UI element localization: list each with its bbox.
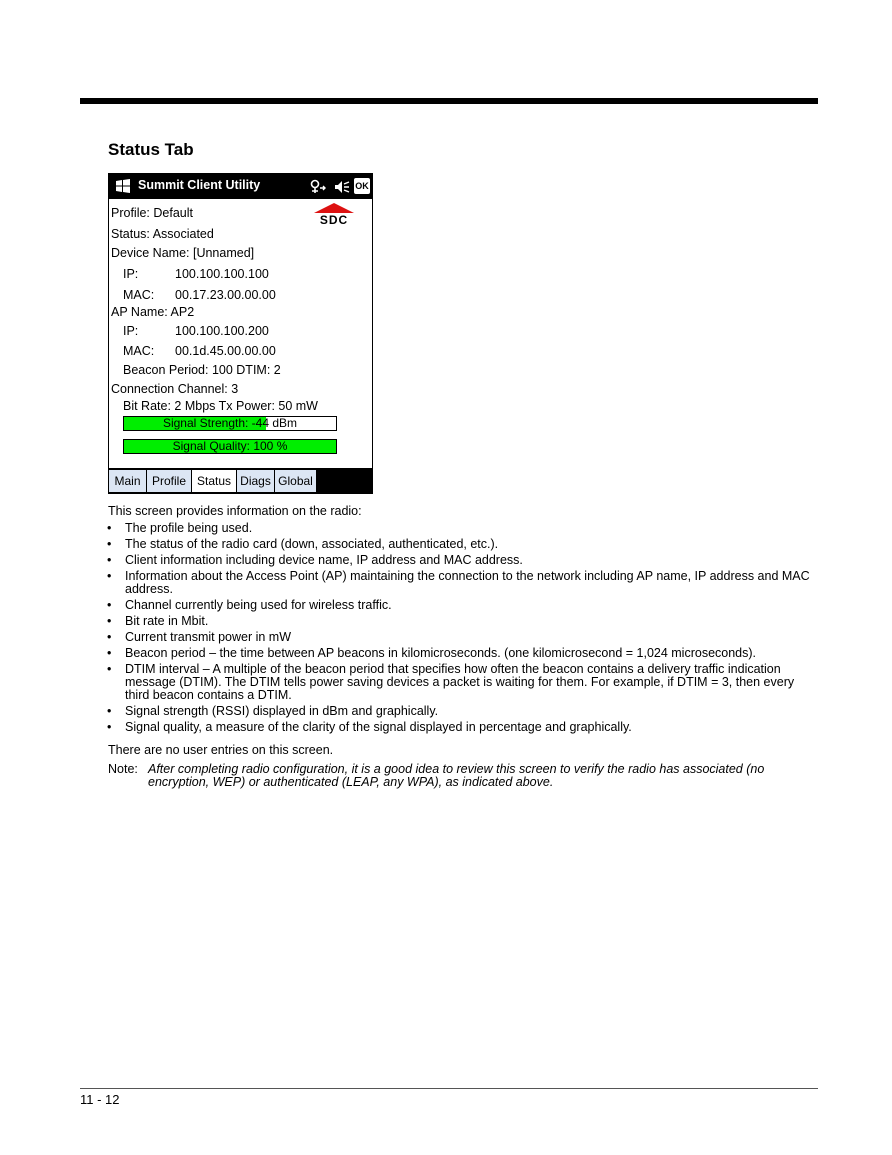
status-line: Status: Associated xyxy=(111,227,214,241)
client-mac-label: MAC: xyxy=(123,288,155,302)
ap-mac-value: 00.1d.45.00.00.00 xyxy=(175,344,276,358)
bullet-icon: • xyxy=(107,662,112,676)
tab-status[interactable]: Status xyxy=(192,470,237,492)
note-label: Note: xyxy=(108,762,138,776)
bullet-icon: • xyxy=(107,614,112,628)
list-item: • Signal quality, a measure of the clarity of the signal displayed in percentage and graphically. xyxy=(107,720,632,734)
bullet-icon: • xyxy=(107,569,112,583)
bitrate-txpower-line: Bit Rate: 2 Mbps Tx Power: 50 mW xyxy=(123,399,318,413)
list-item: • The profile being used. xyxy=(107,521,253,535)
page-title: Status Tab xyxy=(108,140,194,159)
page-number: 11 - 12 xyxy=(80,1092,120,1107)
signal-quality-bar xyxy=(123,439,337,454)
list-item: • Current transmit power in mW xyxy=(107,630,292,644)
ap-name-line: AP Name: AP2 xyxy=(111,305,195,319)
app-title: Summit Client Utility xyxy=(138,178,261,192)
bullet-icon: • xyxy=(107,537,112,551)
tab-diags[interactable]: Diags xyxy=(237,470,275,492)
ok-button[interactable]: OK xyxy=(354,178,370,194)
tab-main[interactable]: Main xyxy=(109,470,147,492)
windows-start-icon[interactable] xyxy=(114,178,132,194)
bullet-icon: • xyxy=(107,553,112,567)
signal-strength-bar xyxy=(123,416,337,431)
sdc-logo-text: SDC xyxy=(319,213,349,227)
bullet-icon: • xyxy=(107,521,112,535)
list-item: • Beacon period – the time between AP beacons in kilomicroseconds. (one kilomicrosecond = 1,024 microseconds). xyxy=(107,646,757,660)
list-item: • Information about the Access Point (AP) maintaining the connection to the network including AP name, IP address and MAC address. xyxy=(107,569,810,596)
list-item: • The status of the radio card (down, associated, authenticated, etc.). xyxy=(107,537,499,551)
volume-muted-icon[interactable] xyxy=(333,179,351,195)
closing-text: There are no user entries on this screen. xyxy=(108,743,334,757)
signal-strength-label: Signal Strength: -44 dBm xyxy=(162,416,298,430)
device-name-line: Device Name: [Unnamed] xyxy=(111,246,255,260)
client-ip-value: 100.100.100.100 xyxy=(175,267,269,281)
list-item: • DTIM interval – A multiple of the beacon period that specifies how often the beacon contains a delivery traffic indication message (DTIM). The DTIM tells power saving devices a packet is waiting for them. For example, if DTIM = 3, then every third beacon contains a DTIM. xyxy=(107,662,795,702)
bullet-icon: • xyxy=(107,598,112,612)
note-text: After completing radio configuration, it is a good idea to review this screen to verify the radio has associated (no encryption, WEP) or authenticated (LEAP, any WPA), as indicated above. xyxy=(148,762,765,789)
bullet-icon: • xyxy=(107,704,112,718)
intro-text: This screen provides information on the radio: xyxy=(108,504,362,518)
tab-bar xyxy=(109,468,372,494)
client-mac-value: 00.17.23.00.00.00 xyxy=(175,288,276,302)
connectivity-icon[interactable] xyxy=(309,179,327,195)
client-ip-label: IP: xyxy=(123,267,139,281)
signal-quality-label: Signal Quality: 100 % xyxy=(172,439,288,453)
feature-list xyxy=(107,522,819,737)
tab-profile[interactable]: Profile xyxy=(147,470,192,492)
beacon-dtim-line: Beacon Period: 100 DTIM: 2 xyxy=(123,363,281,377)
list-item: • Client information including device name, IP address and MAC address. xyxy=(107,553,523,567)
bullet-icon: • xyxy=(107,630,112,644)
profile-line: Profile: Default xyxy=(111,206,193,220)
tab-global[interactable]: Global xyxy=(275,470,317,492)
sdc-logo xyxy=(314,202,354,228)
title-bar xyxy=(109,174,372,199)
connection-channel-line: Connection Channel: 3 xyxy=(111,382,239,396)
top-rule xyxy=(80,98,818,104)
bullet-icon: • xyxy=(107,720,112,734)
list-item: • Signal strength (RSSI) displayed in dBm and graphically. xyxy=(107,704,439,718)
bullet-icon: • xyxy=(107,646,112,660)
bottom-rule xyxy=(80,1088,818,1089)
ap-ip-value: 100.100.100.200 xyxy=(175,324,269,338)
device-screenshot xyxy=(108,173,373,494)
list-item: • Bit rate in Mbit. xyxy=(107,614,209,628)
ap-mac-label: MAC: xyxy=(123,344,155,358)
list-item: • Channel currently being used for wireless traffic. xyxy=(107,598,392,612)
ap-ip-label: IP: xyxy=(123,324,139,338)
